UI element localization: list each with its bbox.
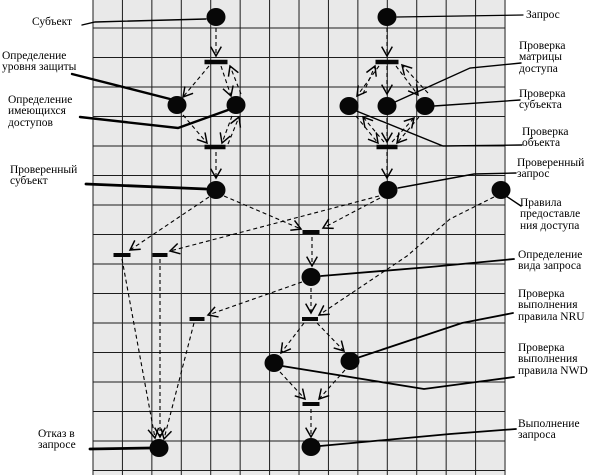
label-connector <box>90 448 150 449</box>
label-line: матрицы <box>519 51 562 64</box>
place-object-check <box>340 97 359 115</box>
label-subject <box>32 17 72 28</box>
label-line: субъекта <box>519 99 562 112</box>
label-request-type <box>518 250 582 273</box>
place-access-rules <box>492 181 511 199</box>
place-request-type <box>302 268 321 286</box>
label-object-check <box>522 127 569 150</box>
label-request-refusal <box>38 429 76 452</box>
transition-bar-t3 <box>376 60 399 65</box>
label-line: запроса <box>518 429 556 442</box>
label-line: Отказ в <box>38 428 75 440</box>
label-request <box>526 10 560 21</box>
label-line: вида запроса <box>518 260 582 273</box>
label-security-level <box>2 51 76 74</box>
label-line: запросе <box>38 439 76 452</box>
label-line: выполнения <box>518 299 578 312</box>
label-line: Определение <box>2 50 67 62</box>
label-line: Правила <box>520 197 562 209</box>
place-nwd-check <box>265 354 284 372</box>
label-line: объекта <box>522 137 561 150</box>
place-nru-check <box>341 352 360 370</box>
place-subject <box>207 8 226 26</box>
transition-bar-t8 <box>302 317 318 321</box>
label-line: доступа <box>519 62 558 75</box>
label-matrix-check <box>519 41 566 75</box>
label-line: Субъект <box>32 16 73 28</box>
place-request <box>378 8 397 26</box>
label-line: доступов <box>8 116 53 129</box>
label-line: выполнения <box>518 353 578 366</box>
label-available-accesses <box>8 95 72 129</box>
label-nru-check <box>518 289 585 323</box>
transition-bar-t2 <box>205 145 226 150</box>
label-line: Проверка <box>518 342 565 354</box>
label-line: правила NRU <box>518 310 585 323</box>
label-line: Запрос <box>526 9 560 21</box>
place-subject-check <box>416 97 435 115</box>
transition-bar-t1 <box>205 60 228 65</box>
place-request-execution <box>302 438 321 456</box>
label-connector <box>506 196 521 206</box>
label-request-execution <box>518 419 580 442</box>
place-security-level <box>168 96 187 114</box>
place-available-accesses <box>227 96 246 114</box>
label-subject-check <box>519 89 566 112</box>
transition-bar-t6 <box>153 253 168 257</box>
label-line: запрос <box>517 168 550 181</box>
label-checked-subject <box>10 165 77 188</box>
place-request-refusal <box>150 439 169 457</box>
label-line: Выполнение <box>518 418 580 430</box>
label-line: ния доступа <box>520 219 580 232</box>
label-access-rules <box>520 198 580 232</box>
label-line: Определение <box>518 249 583 261</box>
transition-bar-t10 <box>303 402 320 406</box>
place-matrix-check <box>378 97 397 115</box>
transition-bar-t9 <box>190 317 205 321</box>
label-line: Проверка <box>519 40 566 52</box>
label-line: Проверенный <box>10 164 78 176</box>
label-checked-request <box>517 158 584 181</box>
label-line: Проверка <box>519 88 566 100</box>
place-checked-subject <box>207 181 226 199</box>
place-checked-request <box>379 181 398 199</box>
label-line: субъект <box>10 175 48 188</box>
label-line: предоставле <box>520 208 581 221</box>
label-line: правила NWD <box>518 364 588 377</box>
transition-bar-t4 <box>377 145 398 150</box>
label-line: уровня защиты <box>2 61 77 74</box>
label-line: Определение <box>8 94 73 106</box>
label-line: Проверка <box>518 288 565 300</box>
transition-bar-t7 <box>303 230 320 234</box>
transition-bar-t5 <box>114 253 131 257</box>
label-line: Проверенный <box>517 157 585 169</box>
label-nwd-check <box>518 343 588 377</box>
label-line: имеющихся <box>8 105 66 118</box>
label-line: Проверка <box>522 126 569 138</box>
